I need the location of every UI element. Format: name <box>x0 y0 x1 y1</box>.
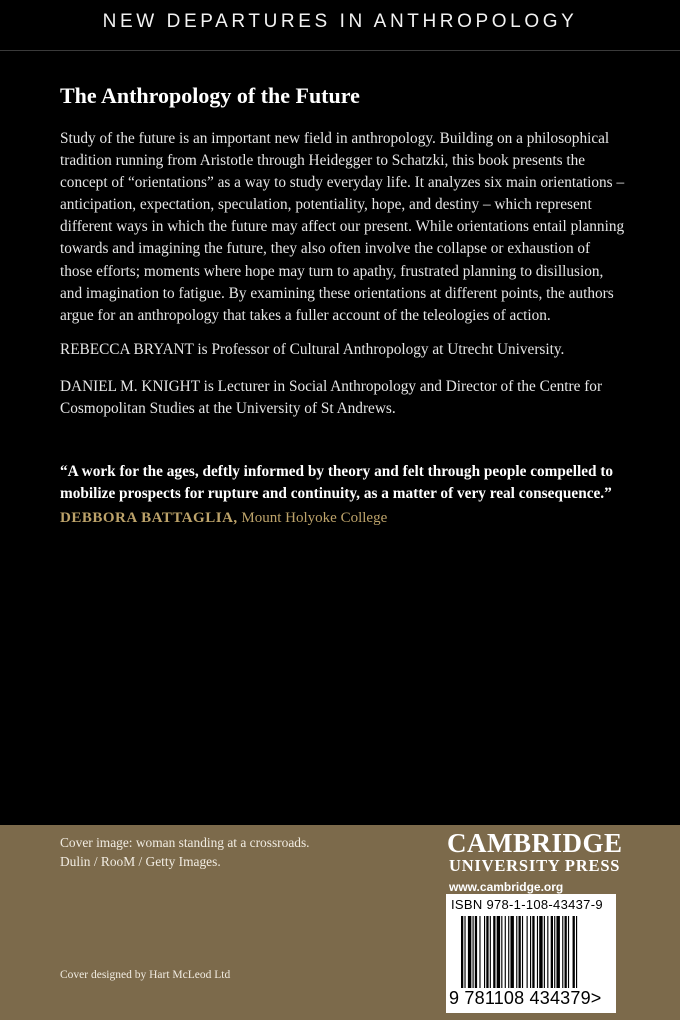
cover-image-credit <box>60 833 310 871</box>
barcode-bar <box>551 916 553 988</box>
barcode-bar <box>532 916 534 988</box>
barcode-bar <box>510 916 513 988</box>
barcode-bar <box>573 916 575 988</box>
barcode-bar <box>554 916 555 988</box>
barcode-bar <box>568 916 569 988</box>
cover-image-credit-line2: Dulin / RooM / Getty Images. <box>60 854 221 869</box>
barcode-bar <box>490 916 491 988</box>
endorser-affiliation: Mount Holyoke College <box>241 510 388 527</box>
author-bio-bryant: REBECCA BRYANT is Professor of Cultural Anthropology at Utrecht University. <box>60 340 565 358</box>
barcode-digits: 9 781108 434379> <box>449 988 602 1008</box>
publisher-name: CAMBRIDGE <box>447 828 623 858</box>
book-title: The Anthropology of the Future <box>60 83 360 108</box>
barcode-bar <box>565 916 567 988</box>
series-title: NEW DEPARTURES IN ANTHROPOLOGY <box>102 11 578 32</box>
barcode-bar <box>522 916 523 988</box>
publisher-url[interactable]: www.cambridge.org <box>449 880 564 894</box>
back-cover-content <box>60 82 625 529</box>
barcode-bar <box>508 916 509 988</box>
cover-image-credit-line1: Cover image: woman standing at a crossroads. <box>60 835 310 850</box>
barcode-bar <box>468 916 471 988</box>
barcode-bar <box>547 916 548 988</box>
barcode-bar <box>527 916 528 988</box>
barcode-bar <box>475 916 477 988</box>
barcode-bar <box>501 916 502 988</box>
author-bio-knight: DANIEL M. KNIGHT is Lecturer in Social Anthropology and Director of the Centre for Cosmopolitan Studies at the University of St Andrews. <box>60 377 603 418</box>
endorser-name: DEBBORA BATTAGLIA, <box>60 510 238 527</box>
barcode-bar <box>576 916 577 988</box>
barcode-bar <box>497 916 500 988</box>
barcode-bar <box>479 916 480 988</box>
isbn-label: ISBN 978-1-108-43437-9 <box>451 897 603 912</box>
barcode-bar <box>562 916 563 988</box>
publisher-logo <box>447 829 622 895</box>
barcode-bar <box>537 916 538 988</box>
barcode-bar <box>505 916 506 988</box>
footer-band <box>0 825 680 1020</box>
barcode-bar <box>530 916 531 988</box>
barcode-bar <box>473 916 474 988</box>
endorsement-attribution <box>60 507 625 529</box>
barcode-bar <box>544 916 545 988</box>
barcode-bar <box>484 916 485 988</box>
barcode-box <box>446 894 616 1013</box>
cover-designer-credit: Cover designed by Hart McLeod Ltd <box>60 969 231 981</box>
barcode-bar <box>556 916 559 988</box>
book-blurb: Study of the future is an important new field in anthropology. Building on a philosophical tradition running from Aristotle through Heidegger to Schatzki, this book presents the concept of “orientations” as a way to study everyday life. It analyzes six main orientations – anticipation, expectation, speculation, potentiality, hope, and destiny – which represent different ways in which the future may affect our present. While orientations entail planning towards and imagining the future, they also often involve the collapse or exhaustion of those efforts; moments where hope may turn to apathy, frustrated planning to disillusion, and imagination to fatigue. By examining these orientations at different points, the authors argue for an anthropology that takes a fuller account of the teleologies of action. <box>60 130 625 324</box>
publisher-subtitle: UNIVERSITY PRESS <box>449 856 621 875</box>
barcode-bar <box>486 916 488 988</box>
endorsement-quote: “A work for the ages, deftly informed by theory and felt through people compelled to mobilize prospects for rupture and continuity, as a matter of very real consequence.” <box>60 463 614 503</box>
barcode-bar <box>519 916 521 988</box>
barcode-bar <box>493 916 495 988</box>
barcode-bar <box>516 916 517 988</box>
barcode-bar <box>461 916 463 988</box>
series-header <box>0 0 680 51</box>
barcode-bar <box>464 916 465 988</box>
barcode-bar <box>539 916 542 988</box>
endorsement <box>60 461 625 529</box>
